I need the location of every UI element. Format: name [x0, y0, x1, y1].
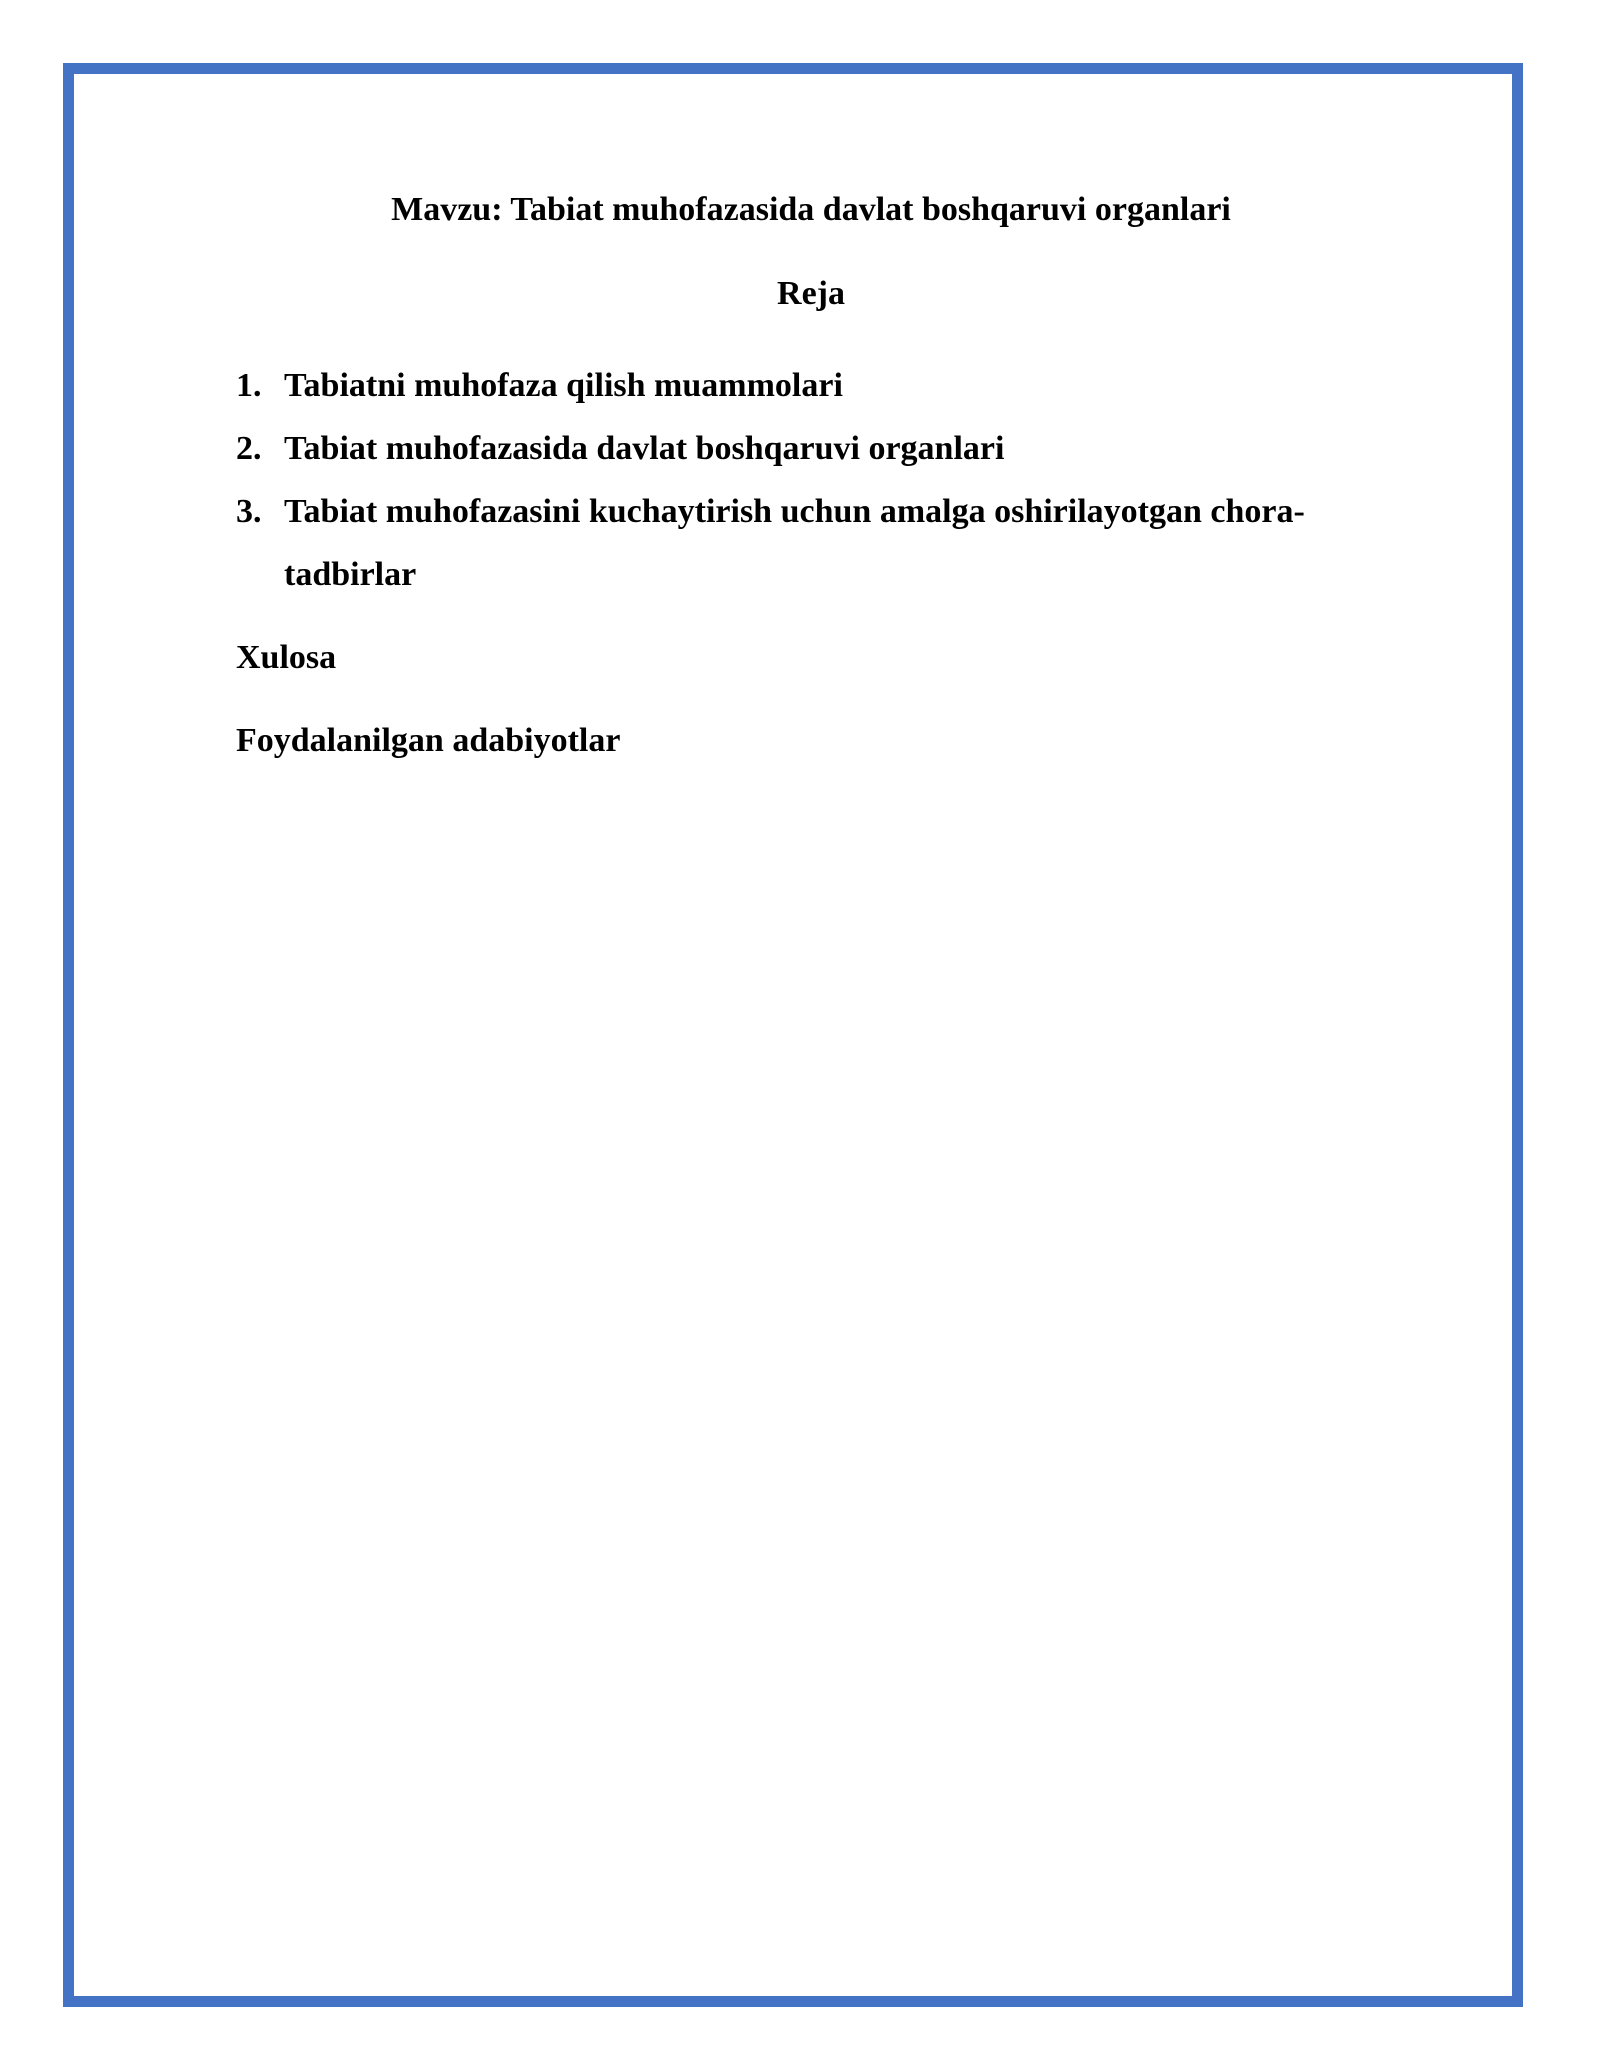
plan-item-text: Tabiat muhofazasida davlat boshqaruvi organlari [284, 430, 1005, 467]
plan-item [236, 354, 1386, 417]
plan-item-text: Tabiatni muhofaza qilish muammolari [284, 367, 843, 404]
plan-item-number: 2. [236, 430, 262, 467]
references-heading: Foydalanilgan adabiyotlar [236, 722, 621, 759]
plan-item [236, 480, 1386, 606]
plan-list [236, 354, 1386, 606]
plan-heading: Reja [777, 275, 845, 312]
plan-item-number: 1. [236, 367, 262, 404]
document-title: Mavzu: Tabiat muhofazasida davlat boshqaruvi organlari [391, 191, 1231, 228]
plan-item-number: 3. [236, 493, 262, 530]
plan-item-text: Tabiat muhofazasini kuchaytirish uchun amalga oshirilayotgan chora-tadbirlar [284, 493, 1305, 593]
plan-item [236, 417, 1386, 480]
document-content [236, 170, 1386, 772]
conclusion-heading: Xulosa [236, 639, 337, 676]
